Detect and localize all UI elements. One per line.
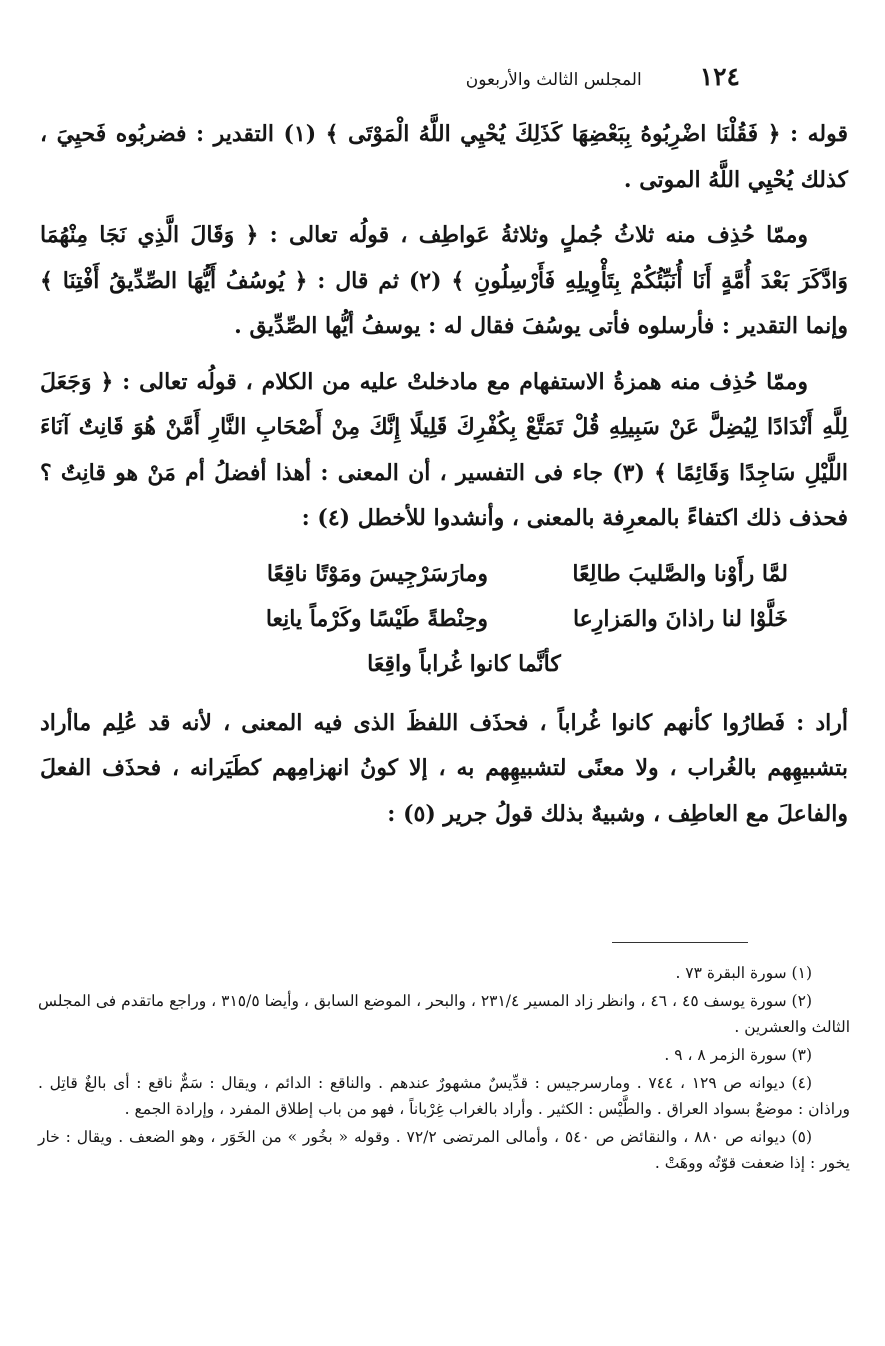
paragraph-4: أراد : فَطارُوا كأنهم كانوا غُراباً ، فحذَف اللفظَ الذى فيه المعنى ، لأنه قد عُلِم ماأراد بتشبيهِهم بالغُراب ، ولا معنًى لتشبيهِهم به ، إلا كونُ انهزامِهم كطَيَرانه ، فحذَف الفعلَ والفاعلَ مع العاطِف ، وشبيهٌ بذلك قولُ جرير (٥) : [40,709,848,827]
footnote-item: (٤) ديوانه ص ١٢٩ ، ٧٤٤ . ومارسرجيس : قدِّيسٌ مشهورٌ عندهم . والناقع : الدائم ، ويقال : سَمٌّ ناقع : أى بالغٌ قاتِل . وراذان : موضعٌ بسواد العراق . والطَّيْس : الكثير . وأراد بالغراب غِرْباناً ، فهو من باب إطلاق المفرد ، وإرادة الجمع . [38,1074,850,1118]
verse-second-hemistich: وحِنْطةً طَيْسًا وكَرْماً يانِعا [265,605,488,632]
footnote-item: (٢) سورة يوسف ٤٥ ، ٤٦ ، وانظر زاد المسير ٢٣١/٤ ، والبحر ، الموضع السابق ، وأيضا ٣١٥/٥ ، وراجع ماتقدم فى المجلس الثالث والعشرين . [38,992,850,1036]
verse-first-hemistich: خَلَّوْا لنا راذانَ والمَزارِعا [572,605,788,632]
page-number: ١٢٤ [699,62,740,91]
main-text [40,112,848,847]
poem-verse [40,552,848,597]
paragraph-2: وممّا حُذِف منه ثلاثُ جُملٍ وثلاثةُ عَواطِف ، قولُه تعالى : ﴿ وَقَالَ الَّذِي نَجَا مِنْهُمَا وَادَّكَرَ بَعْدَ أُمَّةٍ أَنَا أُنَبِّئُكُمْ بِتَأْوِيلِهِ فَأَرْسِلُونِ ﴾ (٢) ثم قال : ﴿ يُوسُفُ أَيُّهَا الصِّدِّيقُ أَفْتِنَا ﴾ وإنما التقدير : فأرسلوه فأتى يوسُفَ فقال له : يوسفُ أيُّها الصِّدِّيق . [40,222,848,339]
page-header [280,62,740,96]
footnote-separator [612,942,748,943]
paragraph-1: قوله : ﴿ فَقُلْنَا اضْرِبُوهُ بِبَعْضِهَا كَذَلِكَ يُحْيِي اللَّهُ الْمَوْتَى ﴾ (١) التقدير : فضربُوه فَحيِيَ ، كذلك يُحْيِي اللَّهُ الموتى . [40,121,849,193]
running-title: المجلس الثالث والأربعون [465,70,642,90]
paragraph-3: وممّا حُذِف منه همزةُ الاستفهام مع مادخلتْ عليه من الكلام ، قولُه تعالى : ﴿ وَجَعَلَ لِلَّهِ أَنْدَادًا لِيُضِلَّ عَنْ سَبِيلِهِ قُلْ تَمَتَّعْ بِكُفْرِكَ قَلِيلًا إِنَّكَ مِنْ أَصْحَابِ النَّارِ أَمَّنْ هُوَ قَانِتٌ آنَاءَ اللَّيْلِ سَاجِدًا وَقَائِمًا ﴾ (٣) جاء فى التفسير ، أن المعنى : أهذا أفضلُ أم مَنْ هو قانِتٌ ؟ فحذف ذلك اكتفاءً بالمعرِفة بالمعنى ، وأنشدوا للأخطل (٤) : [40,368,848,531]
footnote-item: (١) سورة البقرة ٧٣ . [675,964,812,982]
poem [40,552,848,687]
poem-verse-single: كأنَّما كانوا غُراباً واقِعَا [367,650,561,677]
verse-second-hemistich: ومارَسَرْجِيسَ ومَوْتًا ناقِعًا [266,560,488,587]
footnote-item: (٥) ديوانه ص ٨٨٠ ، والنقائض ص ٥٤٠ ، وأمالى المرتضى ٧٢/٢ . وقوله « بخُور » من الخَوَر ، وهو الضعف . ويقال : خار يخور : إذا ضعفت قوّتُه ووهَتْ . [38,1128,850,1172]
poem-verse [40,597,848,642]
verse-first-hemistich: لمَّا رأَوْنا والصَّليبَ طالِعًا [572,560,788,587]
footnotes [38,960,850,1178]
footnote-item: (٣) سورة الزمر ٨ ، ٩ . [664,1046,812,1064]
